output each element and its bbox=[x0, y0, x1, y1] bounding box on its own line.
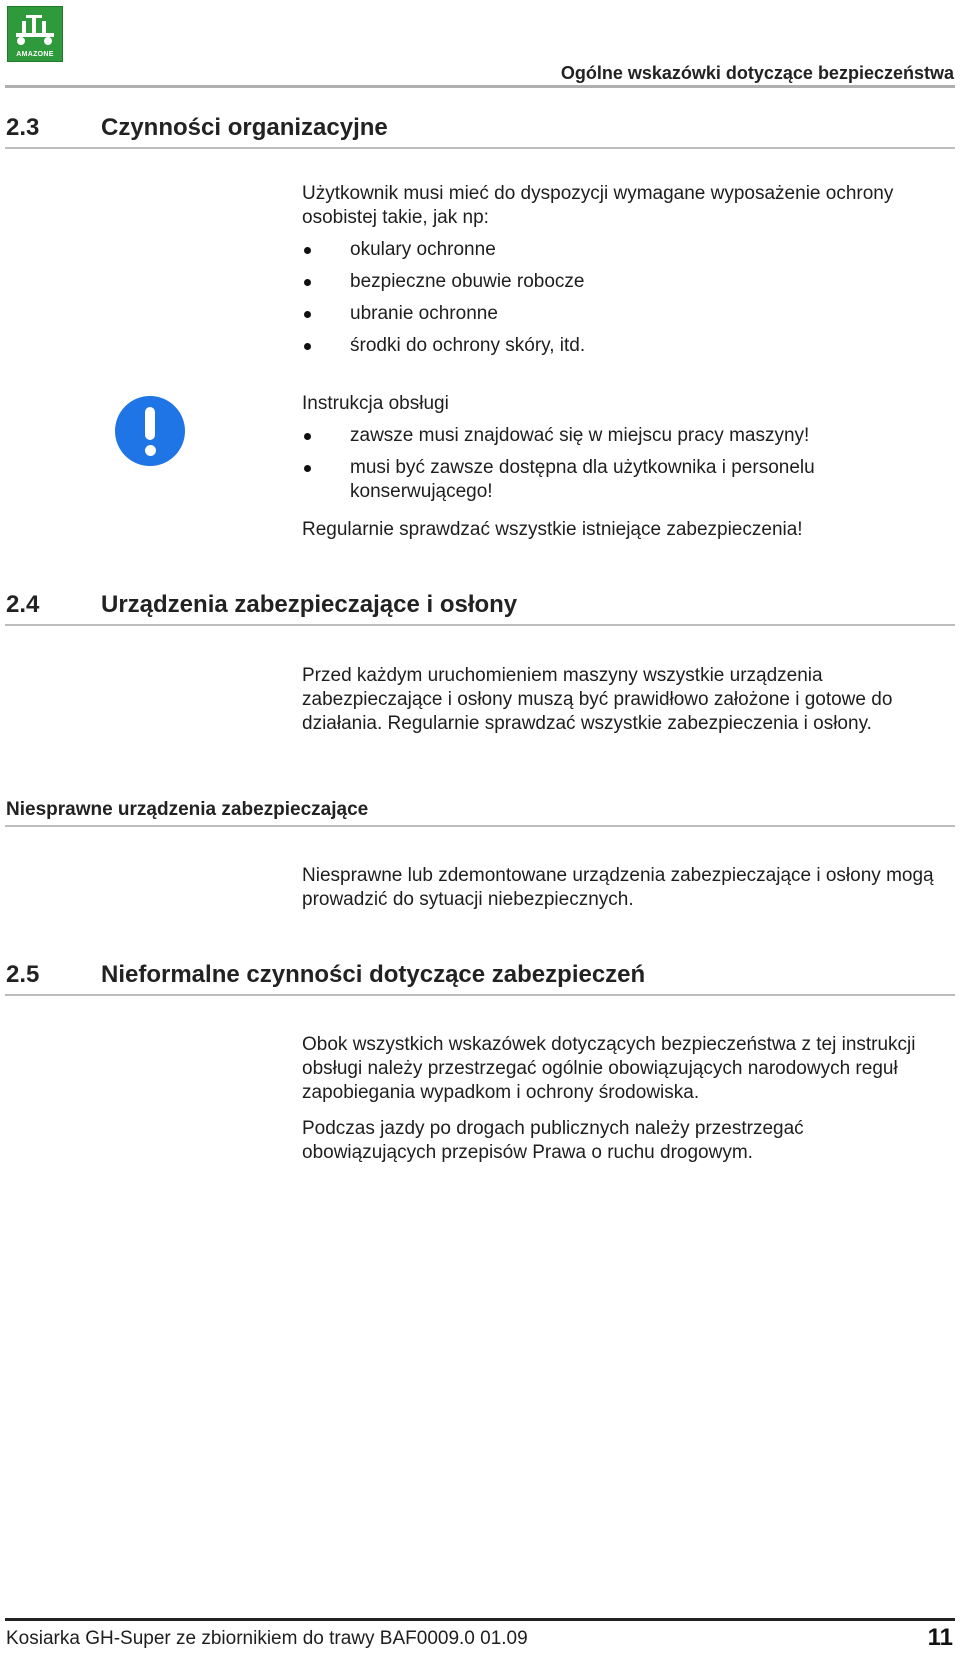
note-title: Instrukcja obsługi bbox=[302, 393, 449, 414]
bullet-icon bbox=[304, 433, 311, 440]
footer-divider bbox=[5, 1618, 955, 1621]
list-item: bezpieczne obuwie robocze bbox=[302, 270, 942, 294]
bullet-icon bbox=[304, 247, 311, 254]
list-item: ubranie ochronne bbox=[302, 302, 942, 326]
exclamation-info-icon bbox=[115, 396, 185, 466]
list-item: musi być zawsze dostępna dla użytkownika i personelu konserwującego! bbox=[302, 456, 942, 504]
subheading: Niesprawne urządzenia zabezpieczające bbox=[6, 799, 369, 820]
bullet-icon bbox=[304, 311, 311, 318]
logo-brand-text: AMAZONE bbox=[16, 51, 54, 58]
note-list bbox=[302, 424, 942, 504]
list-item: zawsze musi znajdować się w miejscu pracy maszyny! bbox=[302, 424, 942, 448]
list-item: środki do ochrony skóry, itd. bbox=[302, 334, 942, 358]
bullet-icon bbox=[304, 465, 311, 472]
section-number: 2.3 bbox=[6, 114, 40, 141]
running-header-title: Ogólne wskazówki dotyczące bezpieczeństwa bbox=[560, 63, 954, 83]
section-number: 2.4 bbox=[6, 591, 40, 618]
note-closing: Regularnie sprawdzać wszystkie istniejące zabezpieczenia! bbox=[302, 519, 803, 540]
section-2-5-content bbox=[302, 1033, 942, 1165]
subsection-paragraph: Niesprawne lub zdemontowane urządzenia zabezpieczające i osłony mogą prowadzić do sytuacji niebezpiecznych. bbox=[302, 865, 934, 910]
bullet-icon bbox=[304, 279, 311, 286]
header-divider bbox=[5, 85, 955, 88]
section-title: Nieformalne czynności dotyczące zabezpieczeń bbox=[101, 961, 646, 988]
amazone-logo-icon bbox=[7, 6, 63, 62]
paragraph: Podczas jazdy po drogach publicznych należy przestrzegać obowiązujących przepisów Prawa o ruchu drogowym. bbox=[302, 1118, 804, 1163]
section-title: Urządzenia zabezpieczające i osłony bbox=[101, 591, 518, 618]
footer-document-info: Kosiarka GH-Super ze zbiornikiem do trawy BAF0009.0 01.09 bbox=[6, 1628, 528, 1649]
list-item: okulary ochronne bbox=[302, 238, 942, 262]
section-2-4-paragraph: Przed każdym uruchomieniem maszyny wszystkie urządzenia zabezpieczające i osłony muszą być prawidłowo założone i gotowe do działania. Regularnie sprawdzać wszystkie zabezpieczenia i osłony. bbox=[302, 665, 893, 734]
page-number: 11 bbox=[927, 1624, 953, 1651]
intro-paragraph: Użytkownik musi mieć do dyspozycji wymagane wyposażenie ochrony osobistej takie, jak np: bbox=[302, 183, 894, 228]
section-2-3-content bbox=[302, 182, 942, 358]
paragraph: Obok wszystkich wskazówek dotyczących bezpieczeństwa z tej instrukcji obsługi należy przestrzegać ogólnie obowiązujących narodowych reguł zapobiegania wypadkom i ochrony środowiska. bbox=[302, 1034, 916, 1103]
section-divider bbox=[5, 624, 955, 626]
section-divider bbox=[5, 994, 955, 996]
subheading-divider bbox=[5, 825, 955, 827]
note-block bbox=[302, 392, 942, 542]
bullet-icon bbox=[304, 343, 311, 350]
section-title: Czynności organizacyjne bbox=[101, 114, 388, 141]
logo-graphic bbox=[8, 7, 62, 49]
section-number: 2.5 bbox=[6, 961, 40, 988]
ppe-list bbox=[302, 238, 942, 358]
section-divider bbox=[5, 147, 955, 149]
